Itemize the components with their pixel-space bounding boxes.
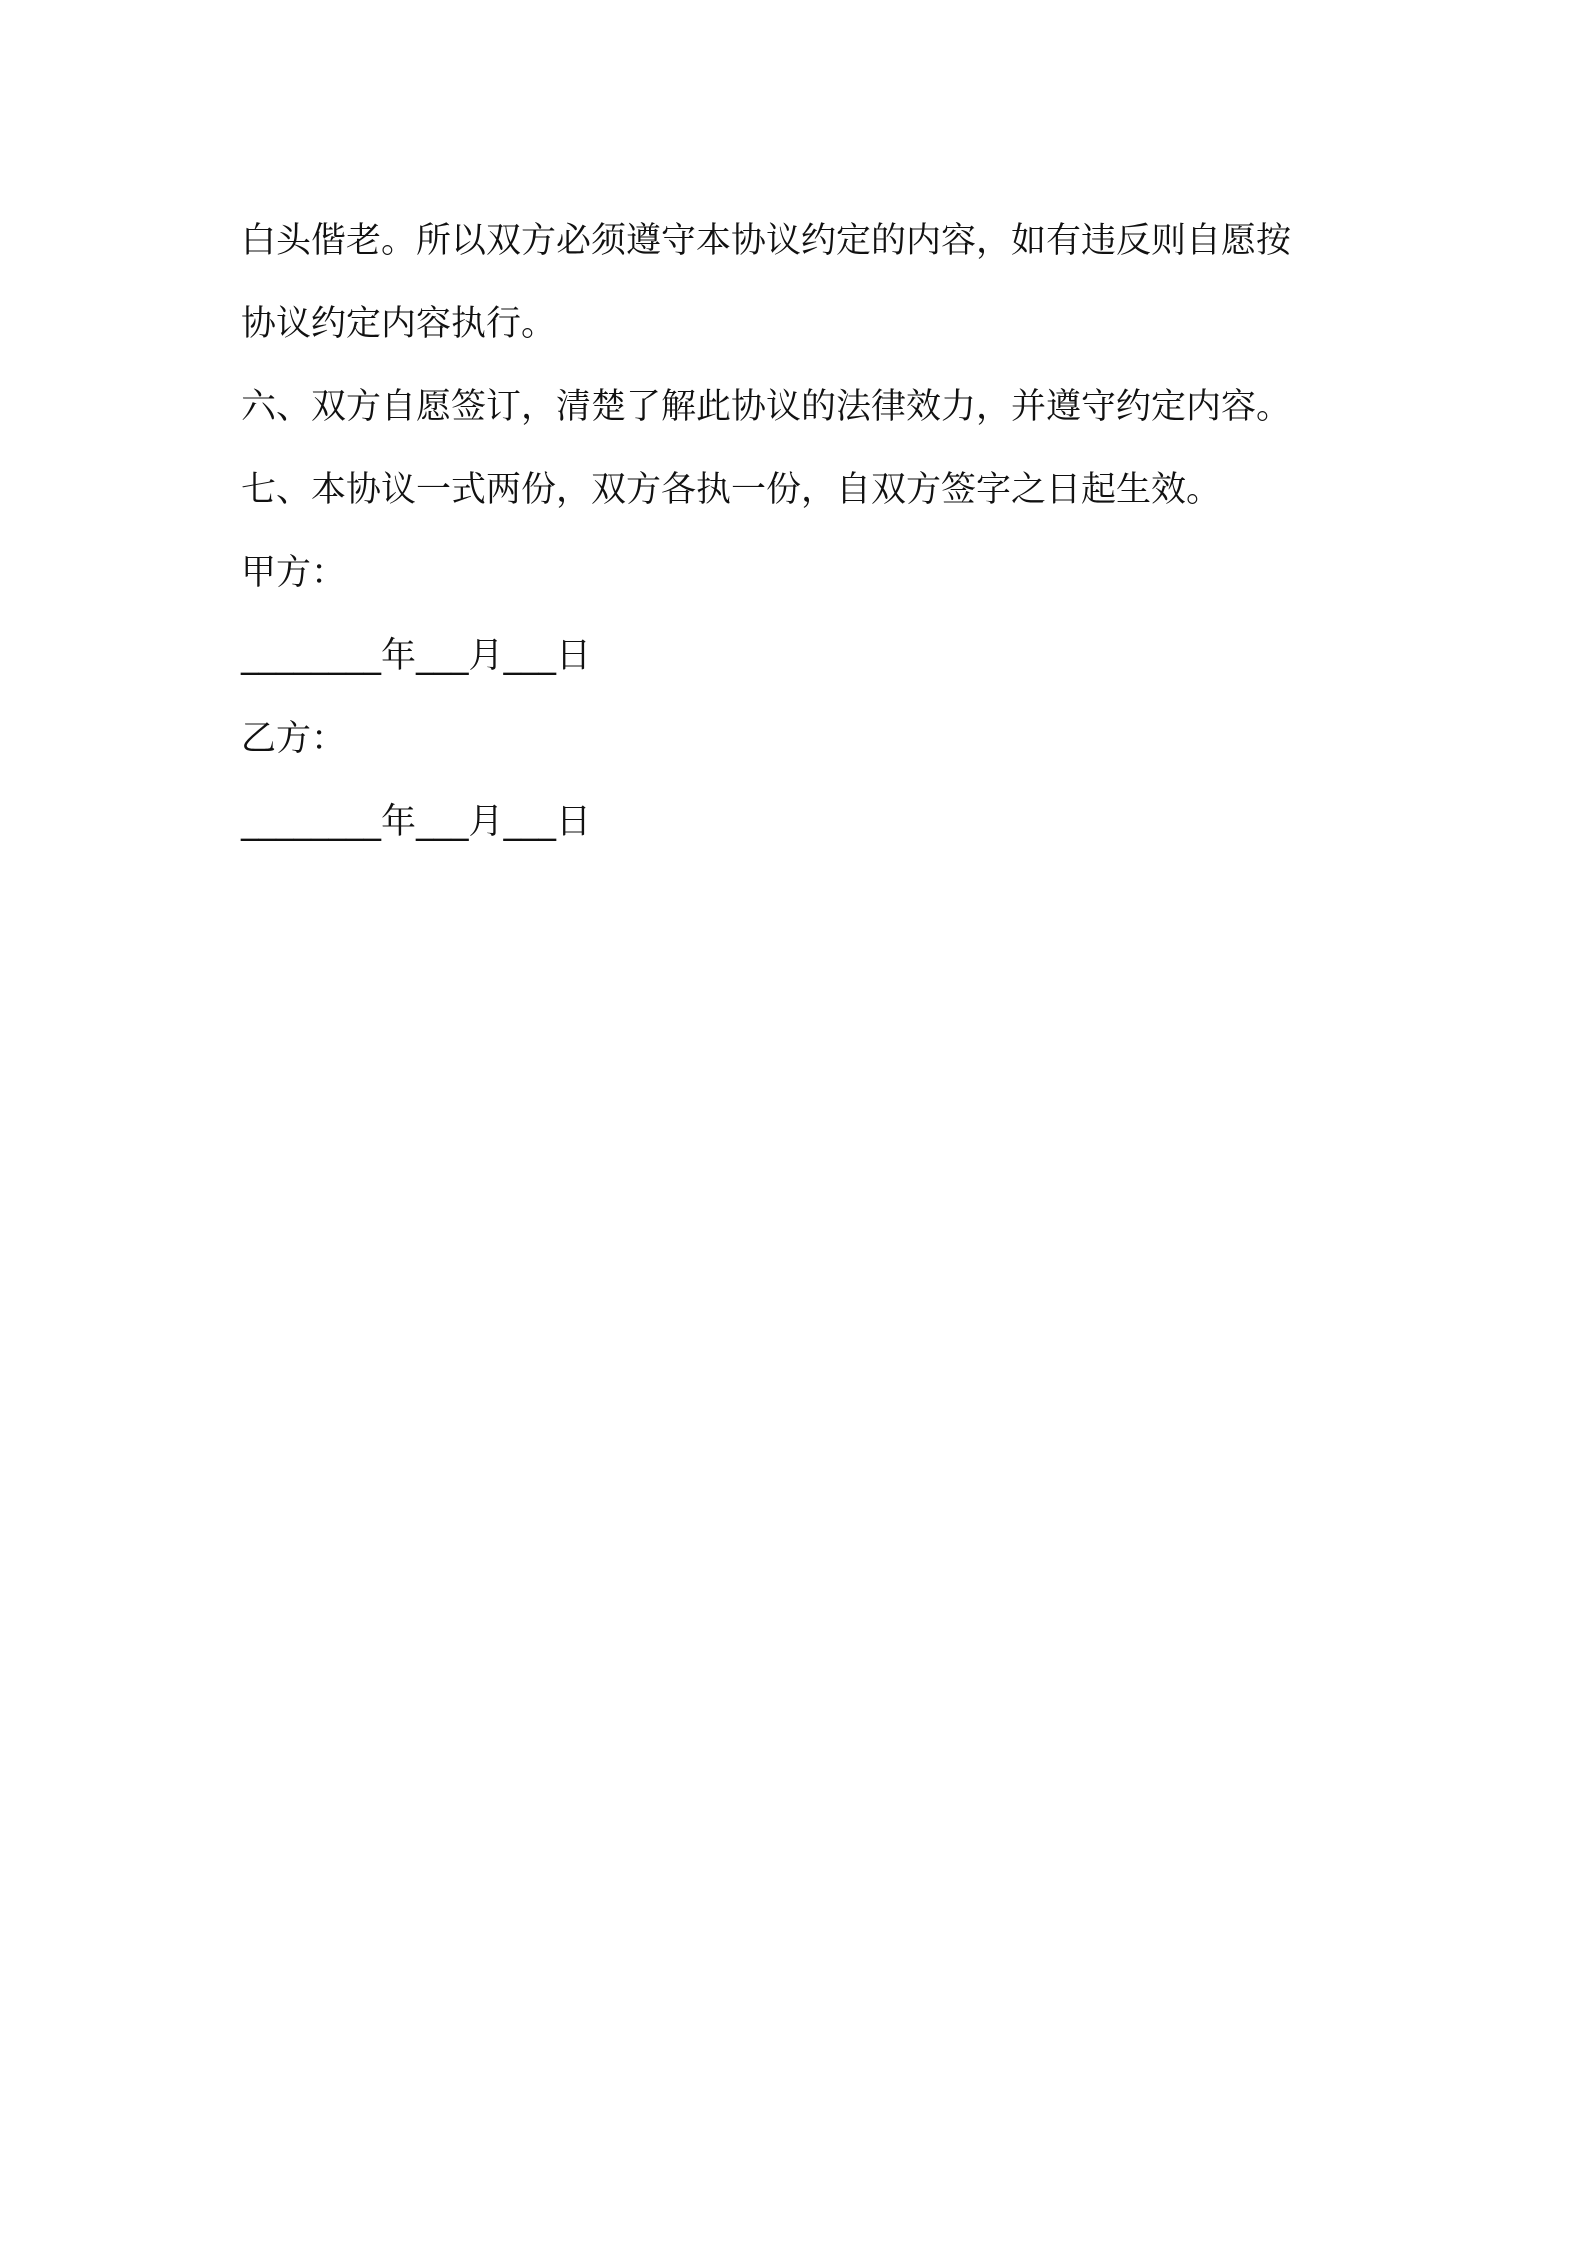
document-body <box>241 200 1361 864</box>
paragraph-five-continuation: 白头偕老。所以双方必须遵守本协议约定的内容，如有违反则自愿按 <box>241 221 1292 261</box>
party-a-label: 甲方： <box>241 553 347 593</box>
clause-six: 六、双方自愿签订，清楚了解此协议的法律效力，并遵守约定内容。 <box>241 387 1292 427</box>
paragraph-five-end: 协议约定内容执行。 <box>241 304 557 344</box>
clause-seven: 七、本协议一式两份，双方各执一份，自双方签字之日起生效。 <box>241 470 1222 510</box>
party-b-date-line: ________年___月___日 <box>241 802 592 842</box>
party-b-label: 乙方： <box>241 719 347 759</box>
party-a-date-line: ________年___月___日 <box>241 636 592 676</box>
